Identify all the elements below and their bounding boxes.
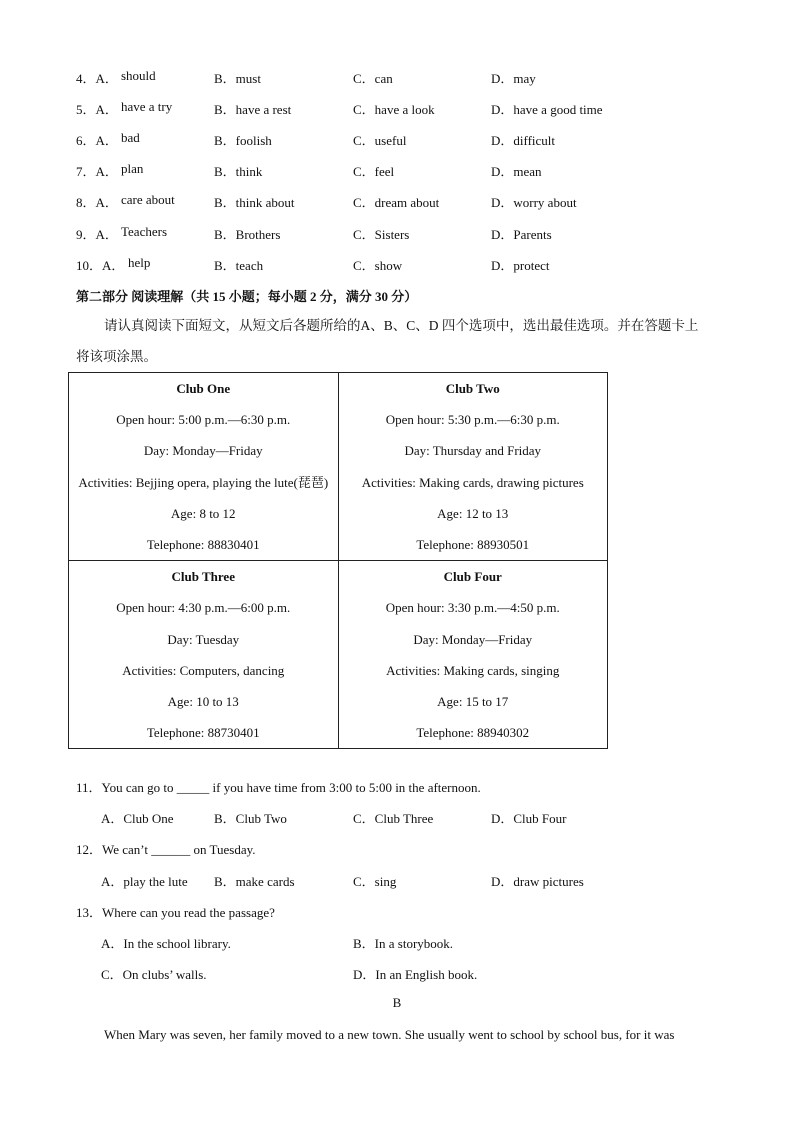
option-d: D．draw pictures: [491, 874, 584, 889]
option-c: C．Club Three: [353, 811, 434, 826]
club-name: Club One: [176, 381, 231, 396]
question-12-stem-row: [0, 839, 794, 859]
option-a: bad: [121, 130, 140, 145]
option-row-7: [0, 161, 794, 181]
section-instructions: [76, 310, 736, 372]
club-open-hour: Open hour: 5:30 p.m.—6:30 p.m.: [385, 412, 560, 428]
club-telephone: Telephone: 88830401: [146, 536, 260, 552]
question-13-stem-row: [0, 902, 794, 922]
option-a: have a try: [121, 99, 173, 114]
question-13-options-row-1: [0, 933, 794, 953]
club-age: Age: 12 to 13: [437, 505, 509, 521]
question-stem: 13．Where can you read the passage?: [76, 905, 275, 920]
option-d: D．Club Four: [491, 811, 567, 826]
option-a: should: [121, 68, 156, 83]
question-12-options: [0, 871, 794, 891]
club-day: Day: Tuesday: [167, 631, 240, 647]
option-c: C．On clubs’ walls.: [101, 967, 207, 982]
option-c: C．Sisters: [353, 227, 410, 242]
club-age: Age: 8 to 12: [170, 505, 236, 521]
option-d: D．In an English book.: [353, 967, 478, 982]
option-b: B．foolish: [214, 133, 272, 148]
section-title: 第二部分 阅读理解（共 15 小题；每小题 2 分，满分 30 分）: [76, 289, 418, 304]
option-b: B．think about: [214, 195, 295, 210]
option-c: C．feel: [353, 164, 395, 179]
option-d: D．difficult: [491, 133, 556, 148]
option-d: D．have a good time: [491, 102, 603, 117]
question-13-options-row-2: [0, 964, 794, 984]
club-telephone: Telephone: 88730401: [146, 725, 260, 741]
option-d: D．mean: [491, 164, 542, 179]
option-row-8: [0, 192, 794, 212]
club-day: Day: Monday—Friday: [413, 631, 533, 647]
option-a: Teachers: [121, 224, 168, 239]
option-c: C．show: [353, 258, 403, 273]
option-b: B．must: [214, 71, 261, 86]
option-b: B．Club Two: [214, 811, 287, 826]
club-open-hour: Open hour: 3:30 p.m.—4:50 p.m.: [385, 600, 560, 616]
option-number: 4．A．: [76, 71, 118, 86]
club-name: Club Four: [443, 569, 502, 585]
option-row-4: [0, 68, 794, 88]
option-b: B．In a storybook.: [353, 936, 454, 951]
question-stem: 11．You can go to _____ if you have time from 3:00 to 5:00 in the afternoon.: [76, 780, 481, 795]
option-c: C．can: [353, 71, 393, 86]
option-number: 7．A．: [76, 164, 118, 179]
club-cell-one: [69, 373, 339, 561]
club-open-hour: Open hour: 5:00 p.m.—6:30 p.m.: [116, 412, 291, 428]
option-number: 5．A．: [76, 102, 118, 117]
question-11-stem-row: [0, 777, 794, 797]
option-b: B．Brothers: [214, 227, 281, 242]
option-c: C．have a look: [353, 102, 435, 117]
club-name: Club Three: [171, 569, 235, 585]
club-telephone: Telephone: 88930501: [416, 536, 530, 552]
option-number: 6．A．: [76, 133, 118, 148]
club-telephone: Telephone: 88940302: [416, 725, 530, 741]
option-b: B．teach: [214, 258, 264, 273]
clubs-table: [68, 372, 608, 749]
club-age: Age: 10 to 13: [167, 693, 239, 709]
option-c: C．sing: [353, 874, 397, 889]
option-number: 9．A．: [76, 227, 118, 242]
club-open-hour: Open hour: 4:30 p.m.—6:00 p.m.: [116, 600, 291, 616]
option-b: B．make cards: [214, 874, 295, 889]
option-d: D．Parents: [491, 227, 552, 242]
option-c: C．useful: [353, 133, 407, 148]
club-cell-three: [69, 561, 339, 749]
option-b: B．think: [214, 164, 263, 179]
club-activities: Activities: Making cards, drawing pictures: [361, 474, 584, 490]
club-cell-four: [338, 561, 608, 749]
option-a: care about: [121, 192, 175, 207]
instruction-line-2: 将该项涂黑。: [76, 349, 157, 364]
option-row-9: [0, 224, 794, 244]
instruction-line-1: 请认真阅读下面短文，从短文后各题所给的A、B、C、D 四个选项中，选出最佳选项。并在答题卡上: [104, 318, 699, 333]
option-a: help: [128, 255, 151, 270]
passage-label: B: [392, 995, 402, 1010]
club-activities: Activities: Computers, dancing: [122, 662, 285, 678]
option-number: 8．A．: [76, 195, 118, 210]
option-d: D．may: [491, 71, 536, 86]
club-day: Day: Monday—Friday: [143, 443, 263, 459]
club-cell-two: [338, 373, 608, 561]
option-row-10: [0, 255, 794, 275]
option-a: plan: [121, 161, 144, 176]
option-d: D．protect: [491, 258, 550, 273]
option-row-5: [0, 99, 794, 119]
club-activities: Activities: Making cards, singing: [386, 662, 560, 678]
club-age: Age: 15 to 17: [437, 693, 509, 709]
club-day: Day: Thursday and Friday: [404, 443, 542, 459]
passage-first-line: When Mary was seven, her family moved to a new town. She usually went to school by school bus, for it was: [104, 1027, 675, 1042]
club-name: Club Two: [445, 381, 500, 396]
question-stem: 12．We can’t ______ on Tuesday.: [76, 842, 256, 857]
option-a: A．play the lute: [101, 874, 188, 889]
question-11-options: [0, 808, 794, 828]
option-number: 10．A．: [76, 258, 125, 273]
option-d: D．worry about: [491, 195, 577, 210]
option-row-6: [0, 130, 794, 150]
option-a: A．Club One: [101, 811, 174, 826]
option-b: B．have a rest: [214, 102, 292, 117]
option-a: A．In the school library.: [101, 936, 231, 951]
club-activities: Activities: Bejjing opera, playing the lute(琵琶): [78, 474, 329, 490]
option-c: C．dream about: [353, 195, 440, 210]
